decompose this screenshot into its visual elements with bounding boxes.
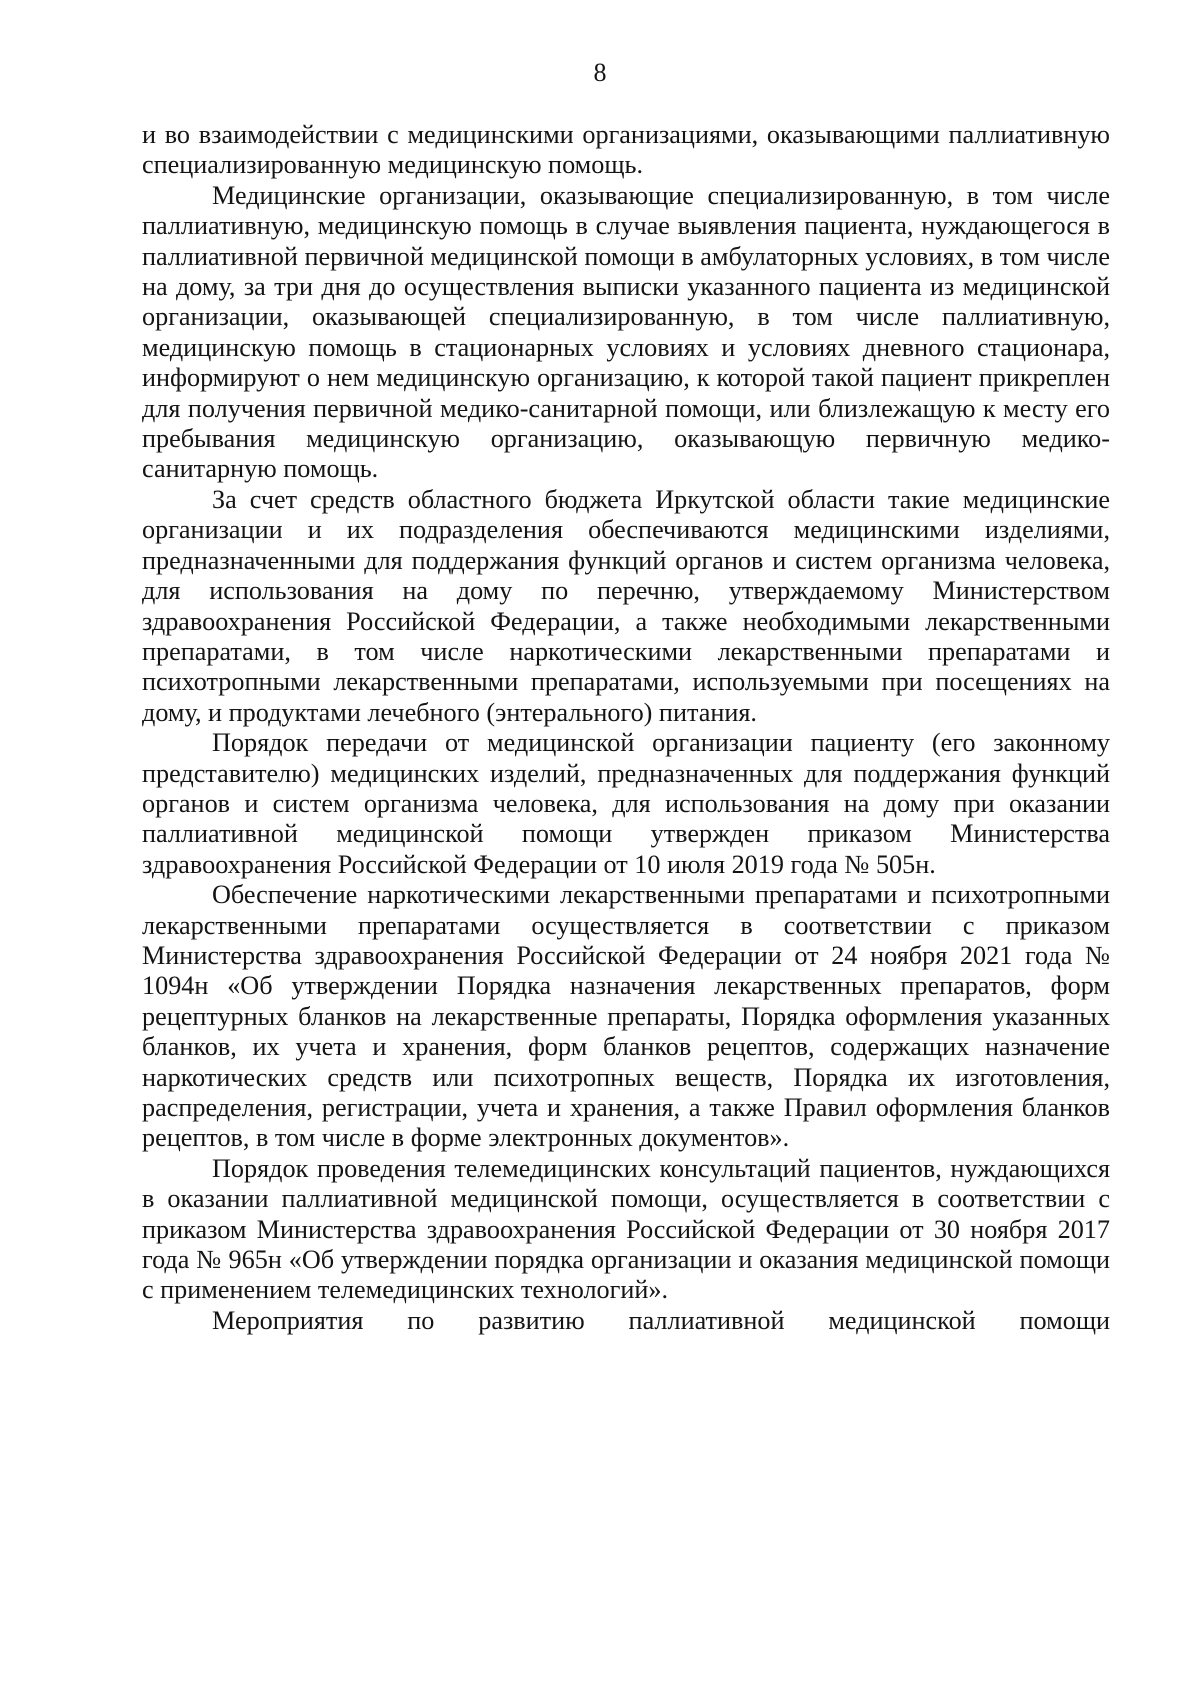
paragraph-continuation: и во взаимодействии с медицинскими организациями, оказывающими паллиативную специализированную медицинскую помощь.: [142, 120, 1110, 180]
paragraph-regional-budget-supply: За счет средств областного бюджета Иркутской области такие медицинские организации и их подразделения обеспечиваются медицинскими изделиями, предназначенными для поддержания функций органов и систем организма человека, для использования на дому по перечню, утверждаемому Министерством здравоохранения Российской Федерации, а также необходимыми лекарственными препаратами, в том числе наркотическими лекарственными препаратами и психотропными лекарственными препаратами, используемыми при посещениях на дому, и продуктами лечебного (энтерального) питания.: [142, 484, 1110, 727]
document-body: [142, 120, 1110, 1336]
paragraph-development-measures: Мероприятия по развитию паллиативной медицинской помощи: [212, 1305, 1110, 1335]
paragraph-telemedicine-consultations: Порядок проведения телемедицинских консультаций пациентов, нуждающихся в оказании паллиативной медицинской помощи, осуществляется в соответствии с приказом Министерства здравоохранения Российской Федерации от 30 ноября 2017 года № 965н «Об утверждении порядка организации и оказания медицинской помощи с применением телемедицинских технологий».: [142, 1153, 1110, 1305]
paragraph-medical-devices-transfer: Порядок передачи от медицинской организации пациенту (его законному представителю) медицинских изделий, предназначенных для поддержания функций органов и систем организма человека, для использования на дому при оказании паллиативной медицинской помощи утвержден приказом Министерства здравоохранения Российской Федерации от 10 июля 2019 года № 505н.: [142, 728, 1110, 879]
paragraph-discharge-notification: Медицинские организации, оказывающие специализированную, в том числе паллиативную, медицинскую помощь в случае выявления пациента, нуждающегося в паллиативной первичной медицинской помощи в амбулаторных условиях, в том числе на дому, за три дня до осуществления выписки указанного пациента из медицинской организации, оказывающей специализированную, в том числе паллиативную, медицинскую помощь в стационарных условиях и условиях дневного стационара, информируют о нем медицинскую организацию, к которой такой пациент прикреплен для получения первичной медико-санитарной помощи, или близлежащую к месту его пребывания медицинскую организацию, оказывающую первичную медико-санитарную помощь.: [142, 180, 1110, 484]
paragraph-narcotic-drugs-supply: Обеспечение наркотическими лекарственными препаратами и психотропными лекарственными препаратами осуществляется в соответствии с приказом Министерства здравоохранения Российской Федерации от 24 ноября 2021 года № 1094н «Об утверждении Порядка назначения лекарственных препаратов, форм рецептурных бланков на лекарственные препараты, Порядка оформления указанных бланков, их учета и хранения, форм бланков рецептов, содержащих назначение наркотических средств или психотропных веществ, Порядка их изготовления, распределения, регистрации, учета и хранения, а также Правил оформления бланков рецептов, в том числе в форме электронных документов».: [142, 880, 1110, 1153]
page-number: 8: [593, 58, 607, 87]
